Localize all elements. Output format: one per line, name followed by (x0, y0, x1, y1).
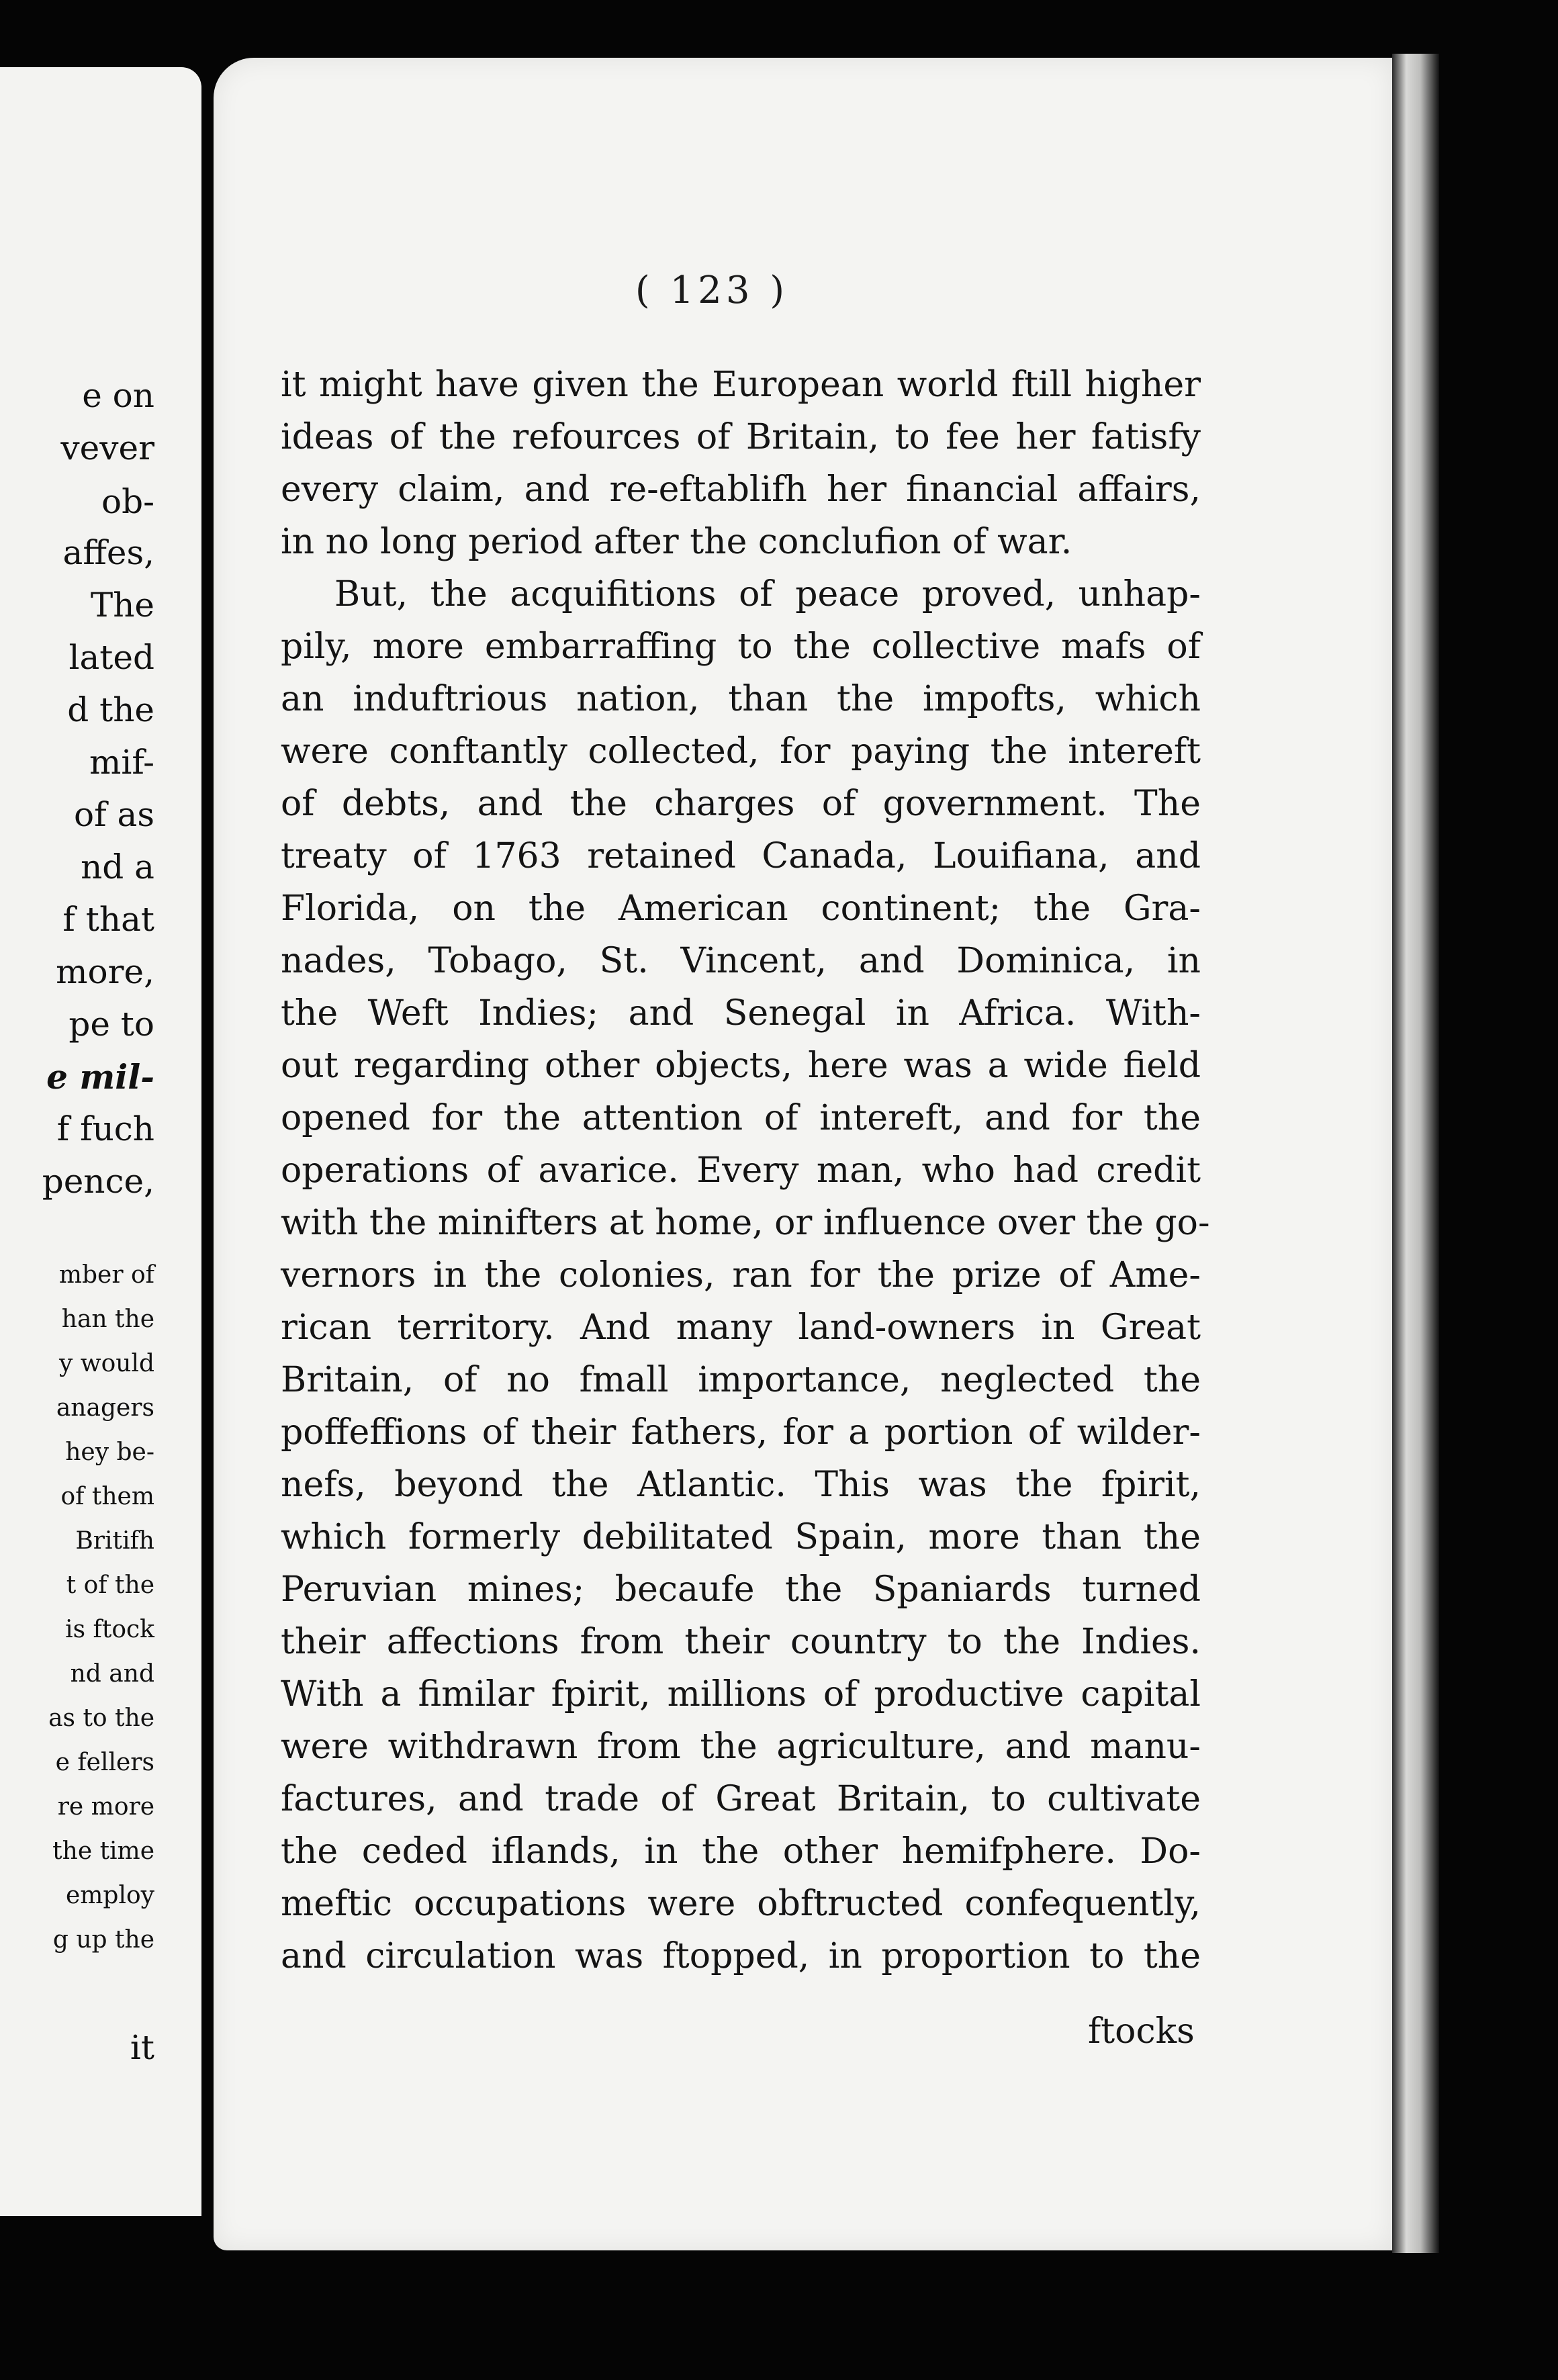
left-page-footnote-line: the time (52, 1837, 154, 1865)
left-page-footnote-line: of them (60, 1483, 154, 1510)
previous-page (0, 67, 201, 2216)
body-text-line: nefs, beyond the Atlantic. This was the fpirit, (281, 1465, 1201, 1505)
left-page-line: of as (74, 795, 154, 834)
left-page-line: d the (67, 690, 154, 729)
body-text-line: out regarding other objects, here was a wide field (281, 1046, 1201, 1086)
left-page-footnote-line: g up the (52, 1926, 154, 1954)
left-page-line: pence, (42, 1162, 154, 1201)
body-text-line: vernors in the colonies, ran for the prize of Ame- (281, 1255, 1201, 1295)
body-text-line: operations of avarice. Every man, who had credit (281, 1150, 1201, 1191)
body-text-line: meftic occupations were obftructed confequently, (281, 1884, 1201, 1924)
body-text-line: Florida, on the American continent; the Gra- (281, 888, 1201, 929)
body-text-line: opened for the attention of intereft, and for the (281, 1098, 1201, 1138)
page-edge (1392, 54, 1439, 2253)
left-page-footnote-line: hey be- (65, 1438, 154, 1466)
body-text-line: were withdrawn from the agriculture, and manu- (281, 1727, 1201, 1767)
left-page-line: pe to (68, 1005, 154, 1044)
left-page-footnote-line: as to the (48, 1704, 154, 1732)
left-page-line: mif- (89, 743, 154, 782)
left-page-footnote-line: employ (65, 1882, 154, 1909)
left-page-footnote-line: mber of (58, 1261, 154, 1289)
left-page-line: nd a (81, 848, 154, 886)
body-text-line: with the minifters at home, or influence over the go- (281, 1203, 1210, 1243)
body-text-line: and circulation was ftopped, in proportion to the (281, 1936, 1201, 1976)
body-text-line: every claim, and re-eftablifh her financial affairs, (281, 469, 1201, 510)
left-page-line: affes, (62, 533, 154, 572)
body-text-line: nades, Tobago, St. Vincent, and Dominica, in (281, 941, 1201, 981)
left-page-footnote-line: y would (58, 1350, 154, 1377)
body-text-line: But, the acquifitions of peace proved, unhap- (334, 574, 1201, 614)
body-text-line: Peruvian mines; becaufe the Spaniards turned (281, 1569, 1201, 1610)
body-text-line: were conftantly collected, for paying the intereft (281, 731, 1201, 772)
left-page-line: vever (60, 428, 154, 467)
body-text-line: of debts, and the charges of government. The (281, 784, 1201, 824)
left-page-footnote-line: nd and (70, 1660, 154, 1688)
left-page-line: ob- (101, 482, 154, 521)
left-page-line: e mil- (46, 1057, 154, 1097)
left-page-line: f that (62, 900, 154, 939)
left-page-footnote-line: re more (57, 1793, 154, 1821)
body-text-line: their affections from their country to the Indies. (281, 1622, 1201, 1662)
body-text-line: treaty of 1763 retained Canada, Louifiana, and (281, 836, 1201, 876)
left-page-line: The (90, 586, 154, 625)
left-page-line: e on (82, 376, 154, 415)
left-page-footnote-line: is ftock (65, 1616, 154, 1643)
left-page-line: more, (56, 952, 154, 991)
left-page-footnote-line: t of the (66, 1571, 154, 1599)
left-page-line: lated (68, 638, 154, 677)
body-text-line: rican territory. And many land-owners in Great (281, 1308, 1201, 1348)
left-page-footnote-line: Britifh (75, 1527, 154, 1555)
body-text-line: the Weft Indies; and Senegal in Africa. With- (281, 993, 1201, 1034)
page-number: ( 123 ) (635, 269, 789, 312)
left-page-footnote-line: han the (61, 1306, 154, 1333)
left-page-footnote-line: e fellers (55, 1749, 154, 1776)
left-page-footnote-line: anagers (56, 1394, 154, 1422)
body-text-line: in no long period after the conclufion of war. (281, 522, 1072, 562)
catchword: ftocks (1088, 2011, 1195, 2052)
body-text-line: ideas of the refources of Britain, to fee her fatisfy (281, 417, 1201, 457)
body-text-line: Britain, of no fmall importance, neglected the (281, 1360, 1201, 1400)
body-text-line: factures, and trade of Great Britain, to cultivate (281, 1779, 1201, 1819)
body-text-line: pily, more embarraffing to the collective mafs of (281, 627, 1201, 667)
body-text-line: it might have given the European world ftill higher (281, 365, 1201, 405)
body-text-line: poffeffions of their fathers, for a portion of wilder- (281, 1412, 1201, 1453)
body-text-line: which formerly debilitated Spain, more than the (281, 1517, 1201, 1557)
left-page-catchword: it (130, 2028, 154, 2067)
body-text-line: an induftrious nation, than the impofts, which (281, 679, 1201, 719)
left-page-line: f fuch (56, 1109, 154, 1148)
body-text-line: the ceded iflands, in the other hemifphere. Do- (281, 1831, 1201, 1872)
body-text-line: With a fimilar fpirit, millions of productive capital (281, 1674, 1201, 1714)
